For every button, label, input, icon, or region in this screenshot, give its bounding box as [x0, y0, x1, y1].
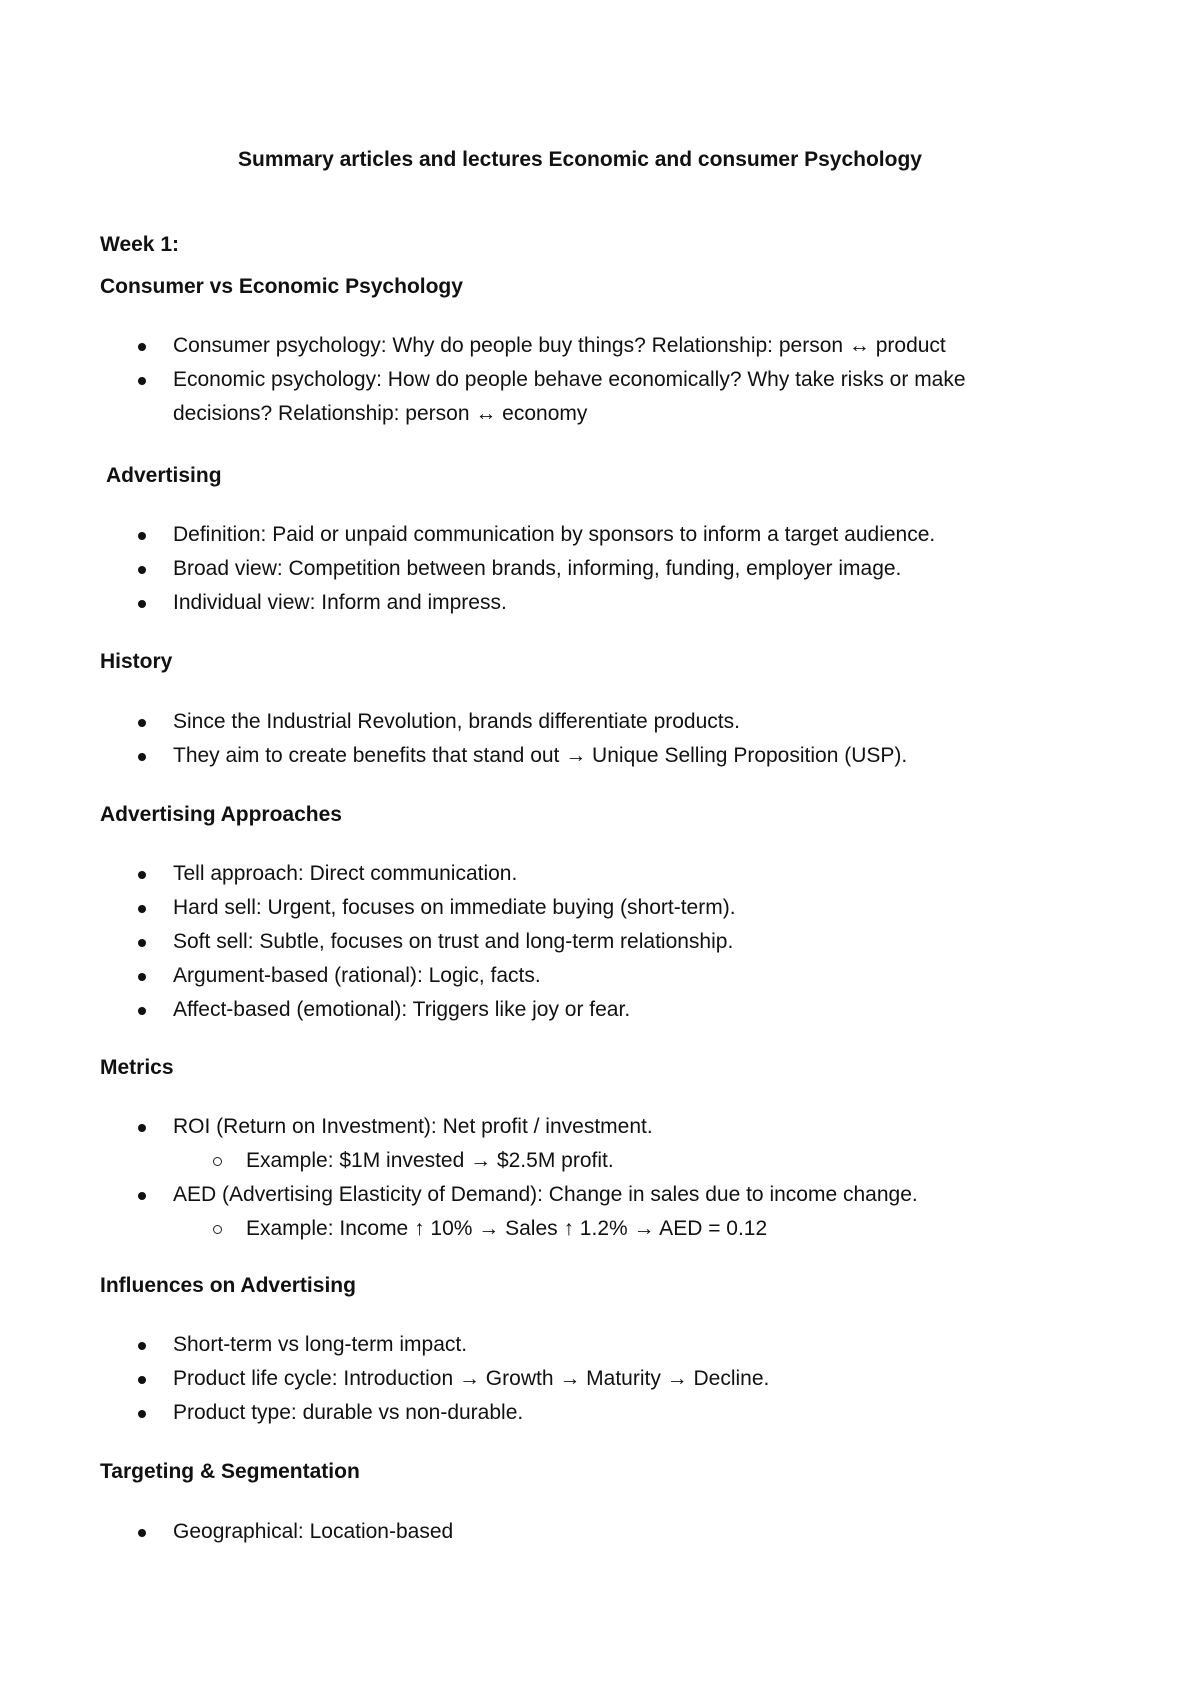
- list-item: Argument-based (rational): Logic, facts.: [0, 959, 1100, 993]
- list-item: Economic psychology: How do people behave economically? Why take risks or make decisions? Relationship: person ↔ economy: [0, 363, 1100, 431]
- bullet-icon: [138, 1529, 146, 1537]
- sub-list-item: Example: Income ↑ 10% → Sales ↑ 1.2% → AED = 0.12: [0, 1212, 1100, 1246]
- bullet-icon: [138, 753, 146, 761]
- hollow-bullet-icon: [213, 1157, 222, 1166]
- heading-consumer-vs-economic: Consumer vs Economic Psychology: [100, 275, 463, 298]
- hollow-bullet-icon: [213, 1225, 222, 1234]
- week-label: Week 1:: [100, 233, 179, 256]
- list-item: Individual view: Inform and impress.: [0, 586, 1100, 620]
- bullet-icon: [138, 600, 146, 608]
- heading-advertising: Advertising: [106, 464, 222, 487]
- list-item: Affect-based (emotional): Triggers like joy or fear.: [0, 993, 1100, 1027]
- bullet-icon: [138, 377, 146, 385]
- bullet-icon: [138, 1007, 146, 1015]
- bullet-icon: [138, 973, 146, 981]
- bullet-icon: [138, 1124, 146, 1132]
- heading-influences: Influences on Advertising: [100, 1274, 356, 1297]
- list-item: Hard sell: Urgent, focuses on immediate buying (short-term).: [0, 891, 1100, 925]
- list-item: Short-term vs long-term impact.: [0, 1328, 1100, 1362]
- heading-advertising-approaches: Advertising Approaches: [100, 803, 342, 826]
- list-item: ROI (Return on Investment): Net profit / investment.: [0, 1110, 1100, 1144]
- bullet-icon: [138, 532, 146, 540]
- bullet-icon: [138, 1376, 146, 1384]
- list-metrics: [0, 1110, 1100, 1246]
- sub-list-item: Example: $1M invested → $2.5M profit.: [0, 1144, 1100, 1178]
- list-item: Geographical: Location-based: [0, 1515, 1100, 1549]
- list-item: Consumer psychology: Why do people buy things? Relationship: person ↔ product: [0, 329, 1100, 363]
- bullet-icon: [138, 343, 146, 351]
- list-item: Broad view: Competition between brands, informing, funding, employer image.: [0, 552, 1100, 586]
- list-item: Soft sell: Subtle, focuses on trust and long-term relationship.: [0, 925, 1100, 959]
- list-advertising-approaches: [0, 857, 1100, 1027]
- list-advertising: [0, 518, 1100, 620]
- heading-history: History: [100, 650, 173, 673]
- heading-metrics: Metrics: [100, 1056, 174, 1079]
- list-item: They aim to create benefits that stand out → Unique Selling Proposition (USP).: [0, 739, 1100, 773]
- bullet-icon: [138, 939, 146, 947]
- bullet-icon: [138, 719, 146, 727]
- bullet-icon: [138, 566, 146, 574]
- list-history: [0, 705, 1100, 773]
- list-item: Product life cycle: Introduction → Growth → Maturity → Decline.: [0, 1362, 1100, 1396]
- list-influences: [0, 1328, 1100, 1430]
- list-targeting: [0, 1515, 1100, 1549]
- list-item: Product type: durable vs non-durable.: [0, 1396, 1100, 1430]
- list-item: AED (Advertising Elasticity of Demand): Change in sales due to income change.: [0, 1178, 1100, 1212]
- document-title: Summary articles and lectures Economic and consumer Psychology: [238, 148, 922, 171]
- bullet-icon: [138, 1342, 146, 1350]
- bullet-icon: [138, 1410, 146, 1418]
- heading-targeting: Targeting & Segmentation: [100, 1460, 360, 1483]
- bullet-icon: [138, 871, 146, 879]
- list-item: Since the Industrial Revolution, brands differentiate products.: [0, 705, 1100, 739]
- bullet-icon: [138, 905, 146, 913]
- list-item: Definition: Paid or unpaid communication by sponsors to inform a target audience.: [0, 518, 1100, 552]
- bullet-icon: [138, 1192, 146, 1200]
- list-item: Tell approach: Direct communication.: [0, 857, 1100, 891]
- list-consumer-vs-economic: [0, 329, 1100, 431]
